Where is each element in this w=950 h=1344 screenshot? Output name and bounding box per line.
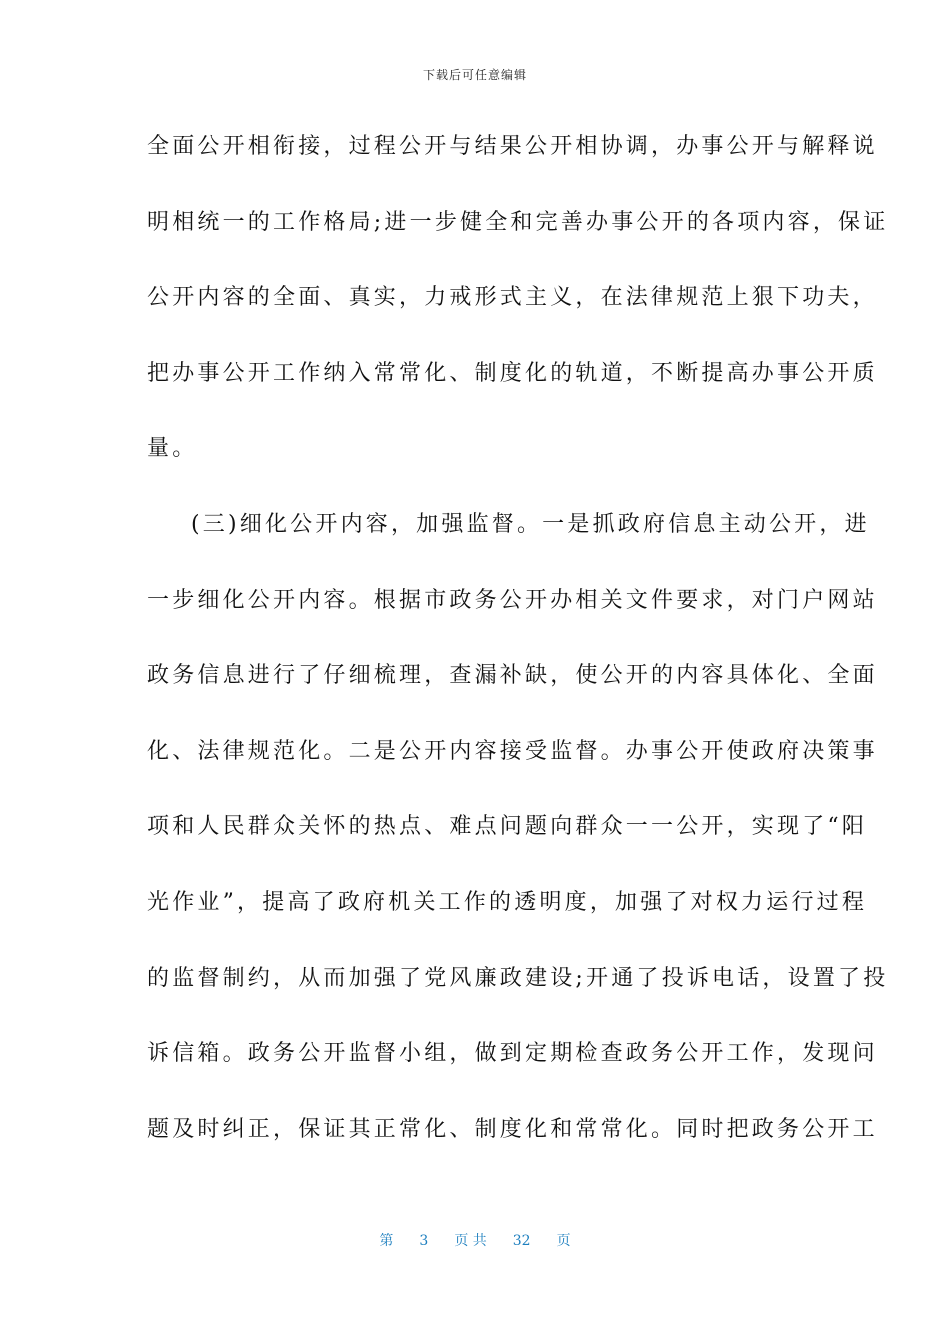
paragraph-line: 题及时纠正，保证其正常化、制度化和常常化。同时把政务公开工 [147, 1116, 878, 1142]
paragraph-line: 明相统一的工作格局;进一步健全和完善办事公开的各项内容，保证 [147, 209, 889, 235]
paragraph-line: 项和人民群众关怀的热点、难点问题向群众一一公开，实现了“阳 [147, 814, 868, 840]
paragraph-line: 一步细化公开内容。根据市政务公开办相关文件要求，对门户网站 [147, 587, 878, 613]
page-prefix: 第 [379, 1233, 394, 1249]
page-suffix: 页 [556, 1233, 571, 1249]
paragraph-line: 光作业”，提高了政府机关工作的透明度，加强了对权力运行过程 [147, 889, 868, 915]
page-total: 32 [512, 1233, 531, 1249]
paragraph-line: 把办事公开工作纳入常常化、制度化的轨道，不断提高办事公开质 [147, 360, 878, 386]
paragraph-line: 量。 [147, 436, 198, 462]
document-body [147, 129, 889, 1187]
paragraph-line: 全面公开相衔接，过程公开与结果公开相协调，办事公开与解释说 [147, 134, 878, 159]
page-number-footer [0, 1230, 950, 1250]
paragraph-line: (三)细化公开内容，加强监督。一是抓政府信息主动公开，进 [191, 511, 870, 537]
paragraph-line: 诉信箱。政务公开监督小组，做到定期检查政务公开工作，发现问 [147, 1041, 878, 1067]
paragraph-line: 化、法律规范化。二是公开内容接受监督。办事公开使政府决策事 [147, 738, 878, 764]
paragraph-line: 公开内容的全面、真实，力戒形式主义，在法律规范上狠下功夫， [147, 285, 878, 311]
paragraph-line: 政务信息进行了仔细梳理，查漏补缺，使公开的内容具体化、全面 [147, 663, 878, 689]
paragraph-line: 的监督制约，从而加强了党风廉政建设;开通了投诉电话，设置了投 [147, 965, 889, 991]
page-middle: 页 共 [454, 1233, 487, 1249]
page-current: 3 [419, 1233, 429, 1249]
header-note: 下载后可任意编辑 [422, 68, 527, 82]
